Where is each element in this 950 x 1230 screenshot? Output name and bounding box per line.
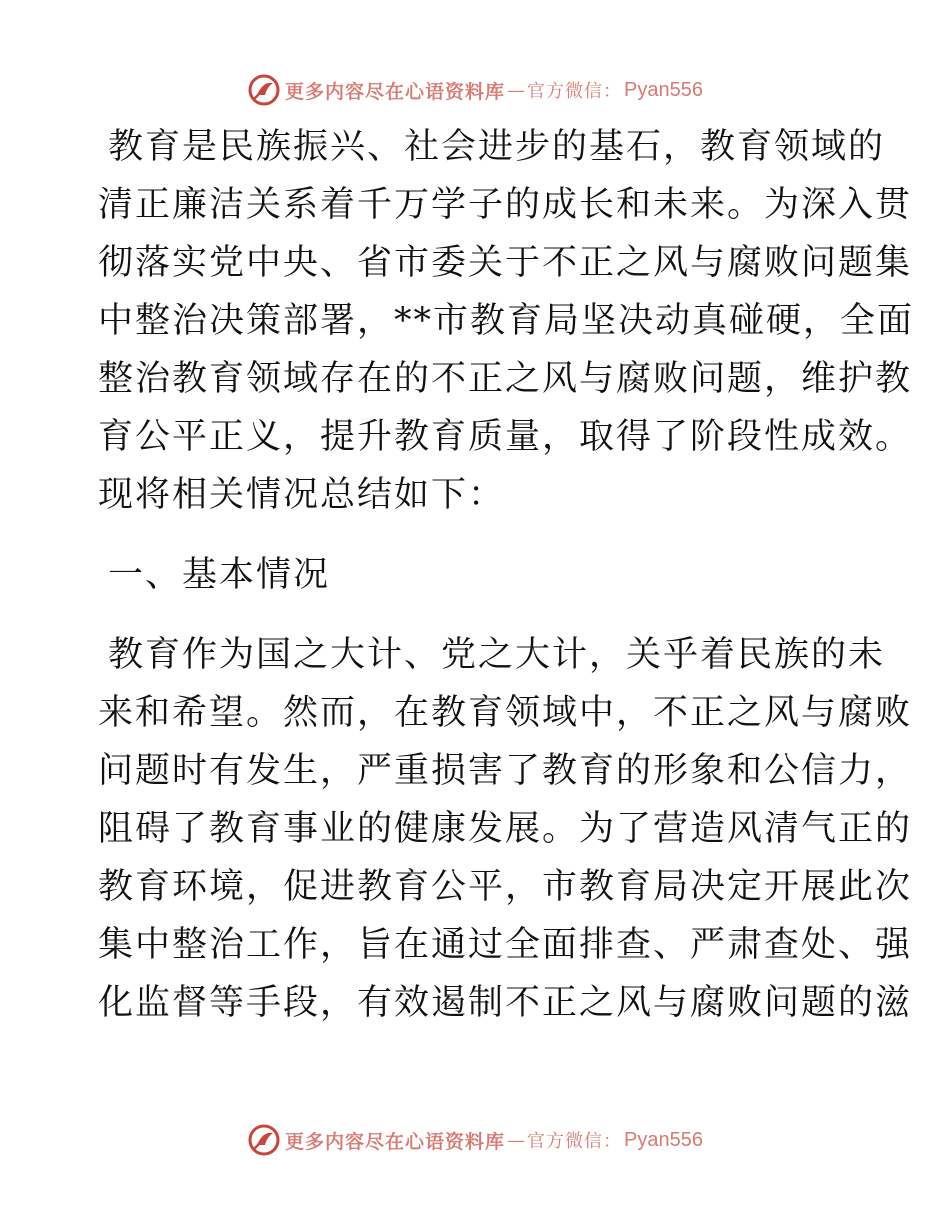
banner-wechat-label: 官方微信： <box>527 81 623 102</box>
paragraph-line: 整治教育领域存在的不正之风与腐败问题，维护教 <box>98 359 913 399</box>
banner-wechat-label: 官方微信： <box>527 1131 623 1152</box>
paragraph-line: 阻碍了教育事业的健康发展。为了营造风清气正的 <box>98 809 913 849</box>
banner-brand: 更多内容尽在心语资料库 <box>285 1130 506 1153</box>
logo-icon <box>247 73 281 107</box>
paragraph-gap <box>98 604 858 626</box>
paragraph-line: 中整治决策部署，**市教育局坚决动真碰硬，全面 <box>98 301 915 341</box>
banner-separator: — <box>507 79 526 101</box>
banner-wechat-id: Pyan556 <box>624 1128 703 1151</box>
paragraph-line: 彻落实党中央、省市委关于不正之风与腐败问题集 <box>98 243 913 283</box>
paragraph-line: 集中整治工作，旨在通过全面排查、严肃查处、强 <box>98 925 913 965</box>
document-body <box>98 118 915 1032</box>
paragraph-line: 清正廉洁关系着千万学子的成长和未来。为深入贯 <box>98 185 913 225</box>
paragraph-line: 教育是民族振兴、社会进步的基石，教育领域的 <box>108 127 886 167</box>
footer-banner <box>0 1120 950 1160</box>
paragraph-line: 化监督等手段，有效遏制不正之风与腐败问题的滋 <box>98 983 913 1023</box>
paragraph-line: 问题时有发生，严重损害了教育的形象和公信力， <box>98 751 913 791</box>
paragraph-line: 教育作为国之大计、党之大计，关乎着民族的未 <box>108 635 886 675</box>
logo-icon <box>247 1123 281 1157</box>
paragraph-line: 育公平正义，提升教育质量，取得了阶段性成效。 <box>98 417 913 457</box>
section-heading: 一、基本情况 <box>108 555 331 595</box>
paragraph-line: 来和希望。然而，在教育领域中，不正之风与腐败 <box>98 693 913 733</box>
intro-paragraph <box>98 118 915 524</box>
section-paragraph <box>98 626 913 1032</box>
banner-separator: — <box>507 1129 526 1151</box>
paragraph-line: 教育环境，促进教育公平，市教育局决定开展此次 <box>98 867 913 907</box>
paragraph-gap <box>98 524 858 546</box>
paragraph-line: 现将相关情况总结如下： <box>98 475 506 515</box>
banner-wechat-id: Pyan556 <box>624 78 703 101</box>
header-banner <box>0 70 950 110</box>
banner-brand: 更多内容尽在心语资料库 <box>285 80 506 103</box>
